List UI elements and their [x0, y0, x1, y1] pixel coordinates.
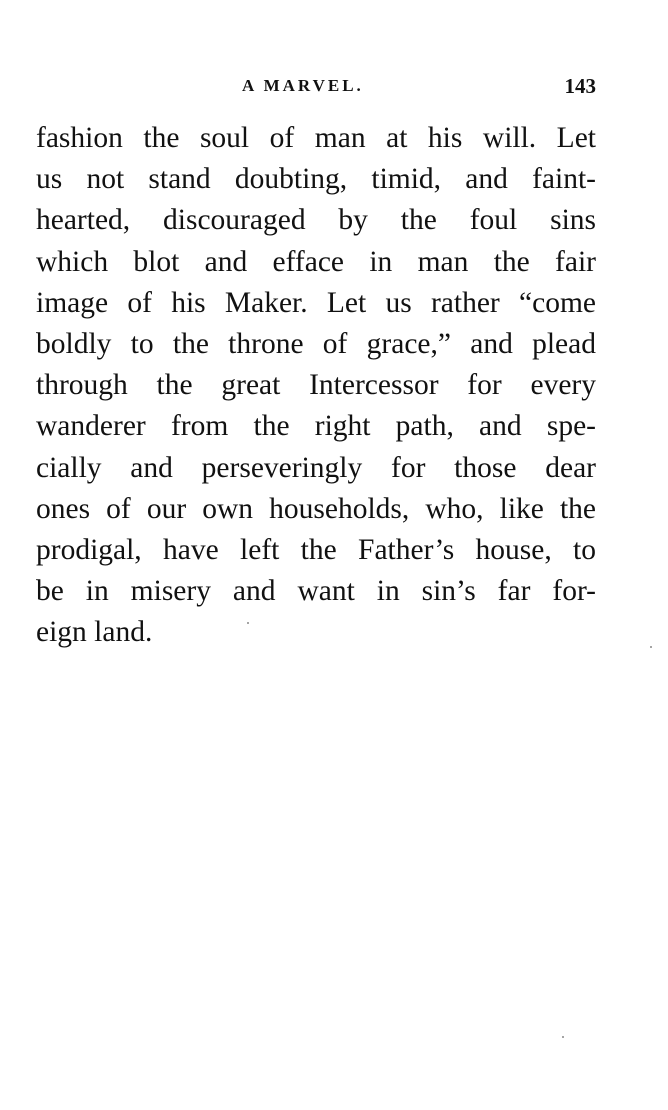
- text-line: hearted, discouraged by the foul sins: [36, 204, 596, 237]
- page-number: 143: [564, 74, 596, 98]
- text-line: wanderer from the right path, and spe-: [36, 410, 596, 443]
- text-line: image of his Maker. Let us rather “come: [36, 286, 596, 319]
- text-line: be in misery and want in sin’s far for-: [36, 575, 596, 608]
- scan-speck: [650, 646, 652, 648]
- text-line: through the great Intercessor for every: [36, 369, 596, 402]
- running-title: A MARVEL.: [242, 76, 364, 95]
- text-line: boldly to the throne of grace,” and plead: [36, 327, 596, 360]
- text-line: cially and perseveringly for those dear: [36, 451, 596, 484]
- scan-speck: [247, 622, 249, 624]
- text-line: ones of our own households, who, like the: [36, 492, 596, 525]
- body-text: [36, 118, 596, 653]
- running-head: [36, 76, 596, 102]
- text-line: prodigal, have left the Father’s house, to: [36, 533, 596, 566]
- text-line: eign land.: [36, 616, 153, 649]
- text-line: us not stand doubting, timid, and faint-: [36, 163, 596, 196]
- text-line: which blot and efface in man the fair: [36, 245, 596, 278]
- scan-speck: [562, 1036, 564, 1038]
- text-line: fashion the soul of man at his will. Let: [36, 122, 596, 154]
